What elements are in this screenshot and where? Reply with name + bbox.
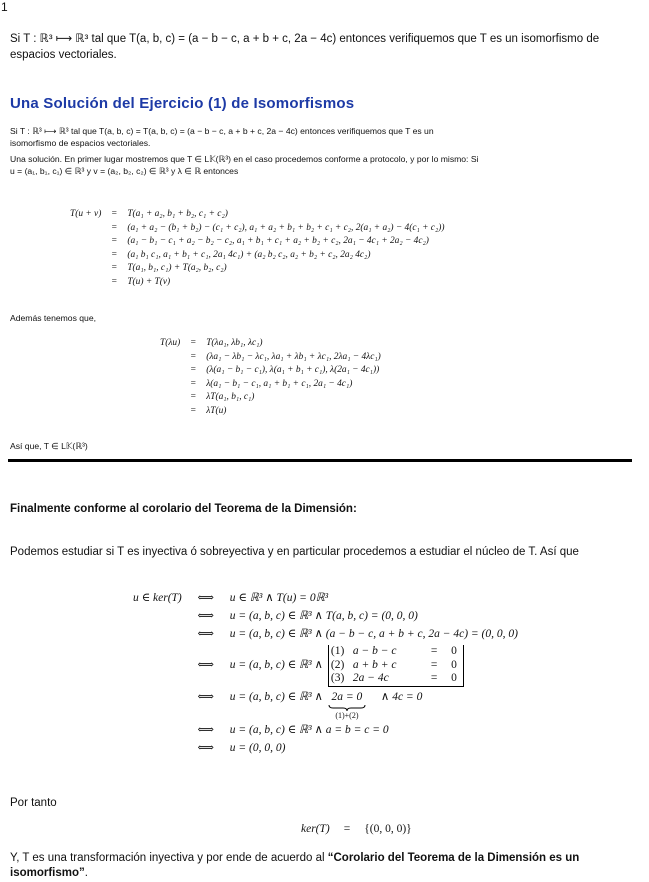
- section-title: Una Solución del Ejercicio (1) de Isomorfismos: [10, 95, 355, 112]
- eq1-rel: =: [111, 276, 117, 287]
- conclusion-end: .: [84, 867, 88, 879]
- eq2-rhs: (λ(a₁ − b₁ − c₁), λ(a₁ + b₁ + c₁), λ(2a₁ − 4c₁)): [206, 365, 380, 376]
- eq1-rhs: (a₁ + a₂ − (b₁ + b₂) − (c₁ + c₂), a₁ + a₂ + b₁ + b₂ + c₁ + c₂, 2(a₁ + a₂) − 4(c₁ + c₂)): [127, 222, 445, 233]
- eq1-rel: =: [111, 222, 117, 233]
- eq1-rhs: T(a₁ + a₂, b₁ + b₂, c₁ + c₂): [127, 209, 228, 219]
- system-rel: =: [430, 672, 438, 684]
- conclusion-bold-2: isomorfismo”: [10, 867, 85, 879]
- iff-symbol: ⟺: [197, 610, 215, 622]
- eq2-rel: =: [190, 378, 196, 389]
- kernel-row-6: u = (a, b, c) ∈ ℝ³ ∧ a = b = c = 0: [229, 723, 389, 736]
- solution-line-2: isomorfismo de espacios vectoriales.: [10, 138, 151, 148]
- system-val: 0: [451, 672, 457, 684]
- eq2-rel: =: [190, 405, 196, 416]
- equation-system-box: [328, 645, 464, 687]
- eq1-rhs: T(u) + T(v): [127, 276, 171, 287]
- kernel-row-7: u = (0, 0, 0): [229, 741, 286, 754]
- kernel-result: [301, 823, 412, 835]
- system-val: 0: [451, 658, 457, 671]
- conclusion-line-1: [10, 851, 579, 866]
- conclusion-bold: “Corolario del Teorema de la Dimensión es un: [327, 852, 580, 864]
- kernel-row-4-prefix: u = (a, b, c) ∈ ℝ³ ∧: [229, 659, 323, 672]
- ademas-text: Además tenemos que,: [10, 313, 96, 323]
- por-tanto-text: Por tanto: [10, 797, 57, 809]
- eq2-rhs: (λa₁ − λb₁ − λc₁, λa₁ + λb₁ + λc₁, 2λa₁ − 4λc₁): [206, 351, 381, 362]
- intro-line-1: Si T : ℝ³ ⟼ ℝ³ tal que T(a, b, c) = (a − b − c, a + b + c, 2a − 4c) entonces verifiquemos que T es un isomorfismo de: [10, 33, 600, 45]
- ker-result-rhs: {(0, 0, 0)}: [364, 823, 412, 835]
- underbrace-expression: 2a = 0: [331, 690, 363, 703]
- conclusion-line-2: [10, 866, 88, 881]
- solution-line-1: Si T : ℝ³ ⟼ ℝ³ tal que T(a, b, c) = T(a, b, c) = (a − b − c, a + b + c, 2a − 4c) entonces verifiquemos que T es un: [10, 126, 434, 136]
- iff-symbol: ⟺: [197, 628, 215, 640]
- asi-que-text: Así que, T ∈ L𝕂(ℝ³): [10, 441, 88, 451]
- system-eq: a + b + c: [352, 658, 397, 671]
- eq1-rhs: T(a₁, b₁, c₁) + T(a₂, b₂, c₂): [127, 263, 227, 274]
- eq2-rhs: λ(a₁ − b₁ − c₁, a₁ + b₁ + c₁, 2a₁ − 4c₁): [206, 378, 353, 389]
- eq1-rel: =: [111, 263, 117, 274]
- kernel-row-5-prefix: u = (a, b, c) ∈ ℝ³ ∧: [229, 690, 323, 703]
- system-val: 0: [451, 645, 457, 657]
- eq1-rel: =: [111, 209, 117, 219]
- eq1-rel: =: [111, 249, 117, 260]
- iff-symbol: ⟺: [197, 723, 215, 736]
- conclusion-text: Y, T es una transformación inyectiva y por ende de acuerdo al: [10, 852, 328, 864]
- intro-line-2: espacios vectoriales.: [10, 49, 117, 61]
- homogeneity-equation: [160, 337, 381, 419]
- system-eq: a − b − c: [352, 645, 397, 657]
- system-rel: =: [430, 645, 438, 657]
- kernel-row-3: u = (a, b, c) ∈ ℝ³ ∧ (a − b − c, a + b + c, 2a − 4c) = (0, 0, 0): [229, 628, 518, 640]
- kernel-row-1: u ∈ ℝ³ ∧ T(u) = 0ℝ³: [229, 592, 329, 604]
- eq2-rhs: λT(a₁, b₁, c₁): [206, 392, 255, 403]
- eq2-lhs: T(λu): [160, 338, 181, 348]
- system-num: (2): [330, 658, 345, 671]
- eq1-lhs: T(u + v): [70, 209, 102, 219]
- eq2-rel: =: [190, 365, 196, 376]
- system-num: (1): [330, 645, 345, 657]
- page-number: 1: [1, 0, 8, 14]
- kernel-derivation: [133, 591, 518, 756]
- eq1-rhs: (a₁ − b₁ − c₁ + a₂ − b₂ − c₂, a₁ + b₁ + c₁ + a₂ + b₂ + c₂, 2a₁ − 4c₁ + 2a₂ − 4c₂): [127, 236, 429, 247]
- solution-line-3: Una solución. En primer lugar mostremos que T ∈ L𝕂(ℝ³) en el caso procedemos conforme a protocolo, y por lo mismo: Si: [10, 154, 479, 164]
- horizontal-rule: [8, 459, 632, 462]
- iff-symbol: ⟺: [197, 690, 215, 703]
- additivity-equation: [70, 208, 444, 290]
- eq2-rel: =: [190, 338, 196, 348]
- eq2-rel: =: [190, 392, 196, 403]
- ker-result-lhs: ker(T): [301, 823, 330, 835]
- eq1-rel: =: [111, 236, 117, 247]
- ker-result-rel: =: [343, 823, 351, 835]
- system-num: (3): [330, 672, 345, 684]
- iff-symbol: ⟺: [197, 741, 215, 754]
- kernel-lhs: u ∈ ker(T): [133, 592, 182, 604]
- kernel-row-2: u = (a, b, c) ∈ ℝ³ ∧ T(a, b, c) = (0, 0, 0): [229, 610, 418, 622]
- underbrace-label: (1)+(2): [335, 710, 359, 720]
- system-rel: =: [430, 658, 438, 671]
- system-eq: 2a − 4c: [352, 672, 389, 684]
- eq2-rhs: λT(u): [206, 405, 227, 416]
- eq2-rel: =: [190, 351, 196, 362]
- solution-line-4: u = (a₁, b₁, c₁) ∈ ℝ³ y v = (a₂, b₂, c₂) ∈ ℝ³ y λ ∈ ℝ entonces: [10, 166, 239, 176]
- eq1-rhs: (a₁ b₁ c₁, a₁ + b₁ + c₁, 2a₁ 4c₁) + (a₂ b₂ c₂, a₂ + b₂ + c₂, 2a₂ 4c₂): [127, 249, 371, 260]
- eq2-rhs: T(λa₁, λb₁, λc₁): [206, 338, 263, 348]
- podemos-text: Podemos estudiar si T es inyectiva ó sobreyectiva y en particular procedemos a estudiar el núcleo de T. Así que: [10, 546, 579, 558]
- kernel-row-5-suffix: ∧ 4c = 0: [380, 690, 423, 703]
- finalmente-heading: Finalmente conforme al corolario del Teorema de la Dimensión:: [10, 503, 357, 515]
- iff-symbol: ⟺: [197, 659, 215, 672]
- iff-symbol: ⟺: [197, 592, 215, 604]
